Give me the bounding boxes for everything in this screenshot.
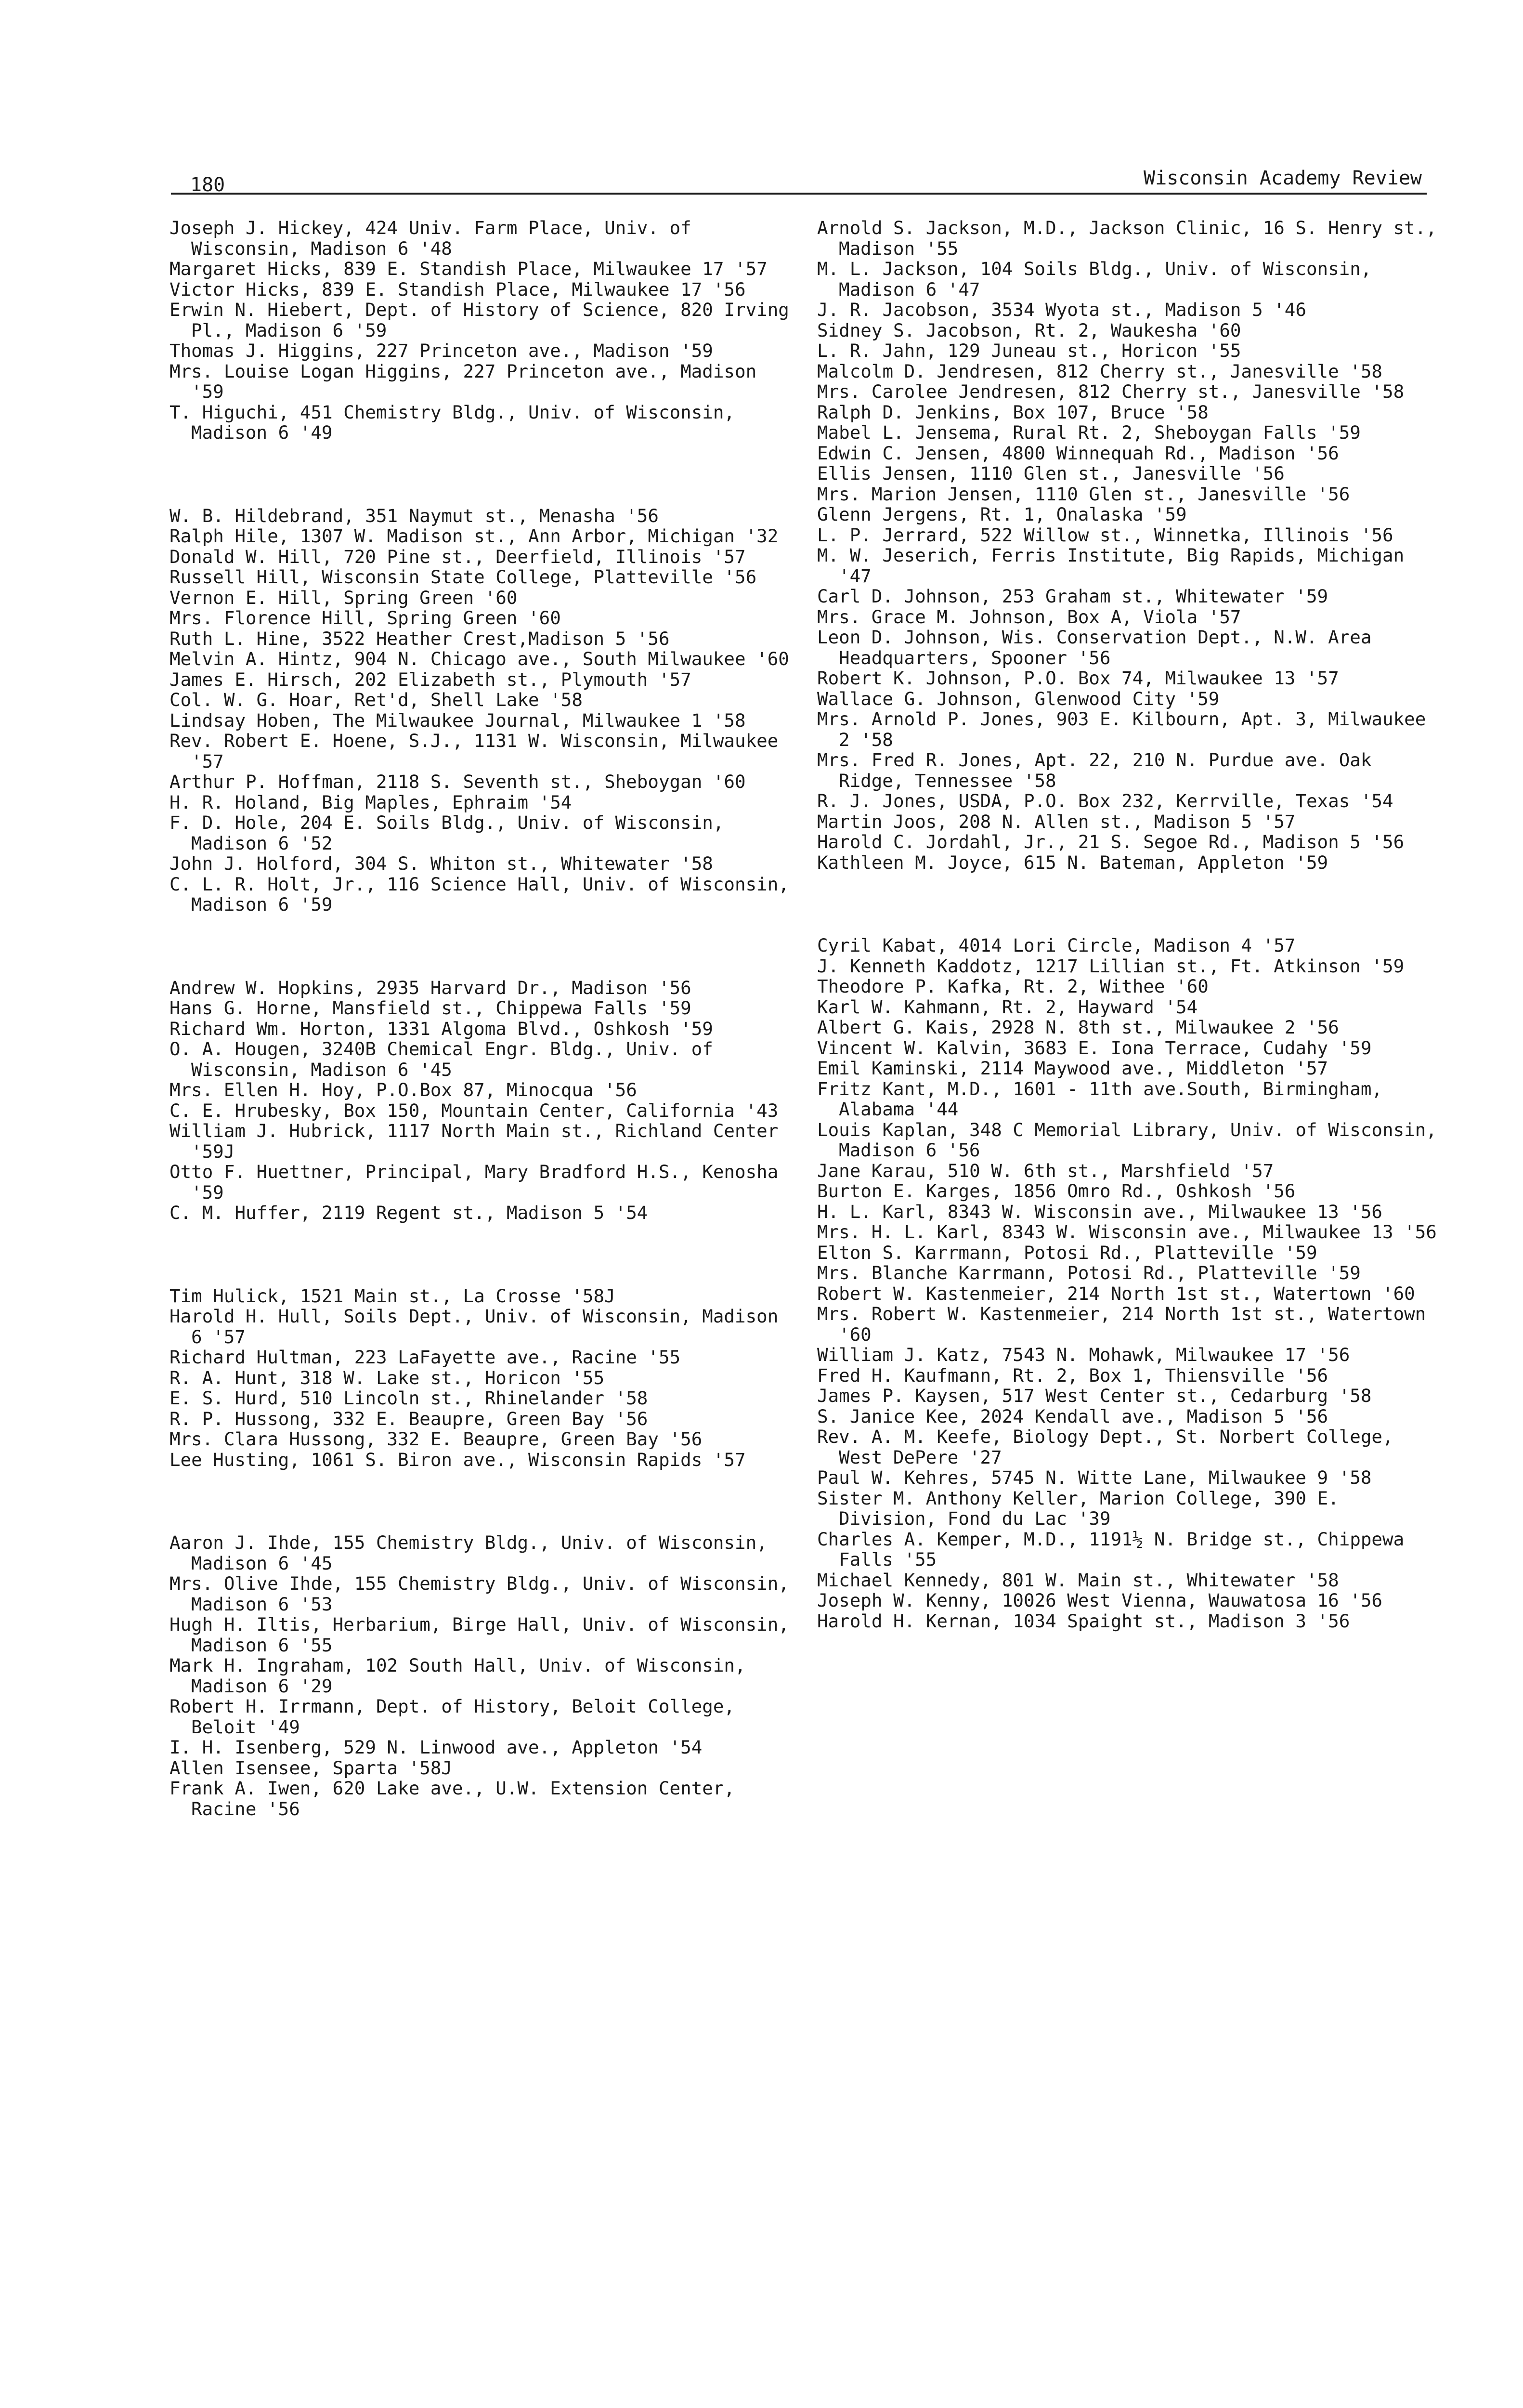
directory-entry: E. S. Hurd, 510 Lincoln st., Rhinelander '58 bbox=[169, 1387, 648, 1409]
directory-entry: Mrs. Blanche Karrmann, Potosi Rd., Platteville '59 bbox=[817, 1262, 1361, 1283]
directory-entry: Charles A. Kemper, M.D., 1191½ N. Bridge st., Chippewa Falls '55 bbox=[817, 1528, 1415, 1570]
directory-entry: Mrs. Arnold P. Jones, 903 E. Kilbourn, Apt. 3, Milwaukee 2 '58 bbox=[817, 708, 1437, 750]
directory-entry: Mrs. Louise Logan Higgins, 227 Princeton ave., Madison '59 bbox=[169, 360, 768, 402]
directory-entry: Donald W. Hill, 720 Pine st., Deerfield, Illinois '57 bbox=[169, 546, 746, 567]
directory-entry: Mrs. H. L. Karl, 8343 W. Wisconsin ave., Milwaukee 13 '56 bbox=[817, 1221, 1437, 1243]
directory-entry: Glenn Jergens, Rt. 1, Onalaska '59 bbox=[817, 504, 1187, 525]
directory-entry: Ralph D. Jenkins, Box 107, Bruce '58 bbox=[817, 401, 1209, 423]
directory-entry: William J. Katz, 7543 N. Mohawk, Milwaukee 17 '56 bbox=[817, 1344, 1350, 1365]
directory-entry: Margaret Hicks, 839 E. Standish Place, Milwaukee 17 '57 bbox=[169, 258, 768, 279]
directory-entry: R. J. Jones, USDA, P.O. Box 232, Kerrville, Texas '54 bbox=[817, 790, 1393, 811]
entry-group bbox=[817, 935, 1448, 1632]
directory-entry: Cyril Kabat, 4014 Lori Circle, Madison 4 '57 bbox=[817, 935, 1296, 956]
directory-entry: Vincent W. Kalvin, 3683 E. Iona Terrace, Cudahy '59 bbox=[817, 1037, 1372, 1059]
directory-entry: R. A. Hunt, 318 W. Lake st., Horicon '55 bbox=[169, 1367, 605, 1388]
directory-entry: C. E. Hrubesky, Box 150, Mountain Center, California '43 bbox=[169, 1099, 779, 1121]
left-column bbox=[169, 217, 800, 1819]
directory-entry: Victor Hicks, 839 E. Standish Place, Milwaukee 17 '56 bbox=[169, 278, 746, 300]
page-number: 180 bbox=[190, 174, 225, 196]
directory-entry: Albert G. Kais, 2928 N. 8th st., Milwaukee 2 '56 bbox=[817, 1017, 1339, 1038]
directory-entry: Mrs. Olive Ihde, 155 Chemistry Bldg., Univ. of Wisconsin, Madison 6 '53 bbox=[169, 1573, 800, 1615]
directory-entry: Edwin C. Jensen, 4800 Winnequah Rd., Madison '56 bbox=[817, 442, 1339, 464]
header-rule bbox=[171, 193, 1427, 195]
directory-entry: Mrs. Ellen H. Hoy, P.O.Box 87, Minocqua '56 bbox=[169, 1079, 637, 1100]
directory-entry: L. R. Jahn, 129 Juneau st., Horicon '55 bbox=[817, 340, 1241, 361]
directory-entry: I. H. Isenberg, 529 N. Linwood ave., Appleton '54 bbox=[169, 1737, 703, 1758]
directory-entry: Elton S. Karrmann, Potosi Rd., Platteville '59 bbox=[817, 1242, 1317, 1263]
directory-entry: Paul W. Kehres, 5745 N. Witte Lane, Milwaukee 9 '58 bbox=[817, 1467, 1372, 1488]
directory-entry: H. L. Karl, 8343 W. Wisconsin ave., Milwaukee 13 '56 bbox=[817, 1201, 1382, 1222]
directory-entry: Leon D. Johnson, Wis. Conservation Dept., N.W. Area Headquarters, Spooner '56 bbox=[817, 627, 1383, 668]
entry-group bbox=[169, 1532, 800, 1819]
directory-entry: Mrs. Grace M. Johnson, Box A, Viola '57 bbox=[817, 606, 1241, 628]
entry-group bbox=[817, 217, 1448, 873]
entry-group bbox=[169, 1286, 795, 1470]
directory-entry: M. W. Jeserich, Ferris Institute, Big Rapids, Michigan '47 bbox=[817, 545, 1415, 587]
directory-entry: Karl W. Kahmann, Rt. 2, Hayward '54 bbox=[817, 996, 1198, 1018]
directory-entry: Frank A. Iwen, 620 Lake ave., U.W. Extension Center, Racine '56 bbox=[169, 1778, 746, 1819]
directory-entry: Fritz Kant, M.D., 1601 - 11th ave.South, Birmingham, Alabama '44 bbox=[817, 1078, 1393, 1120]
directory-entry: J. Kenneth Kaddotz, 1217 Lillian st., Ft. Atkinson '59 bbox=[817, 955, 1405, 977]
directory-entry: Martin Joos, 208 N. Allen st., Madison 5 '57 bbox=[817, 811, 1296, 832]
directory-entry: Mrs. Marion Jensen, 1110 Glen st., Janesville '56 bbox=[817, 483, 1350, 505]
directory-entry: Thomas J. Higgins, 227 Princeton ave., Madison '59 bbox=[169, 340, 713, 361]
directory-entry: T. Higuchi, 451 Chemistry Bldg., Univ. of Wisconsin, Madison 6 '49 bbox=[169, 401, 746, 443]
directory-entry: W. B. Hildebrand, 351 Naymut st., Menasha '56 bbox=[169, 505, 659, 526]
directory-entry: Ruth L. Hine, 3522 Heather Crest,Madison 5 '56 bbox=[169, 628, 670, 649]
directory-entry: Jane Karau, 510 W. 6th st., Marshfield '57 bbox=[817, 1160, 1274, 1181]
directory-entry: Mrs. Clara Hussong, 332 E. Beaupre, Green Bay '56 bbox=[169, 1428, 703, 1450]
directory-entry: Richard Wm. Horton, 1331 Algoma Blvd., Oshkosh '59 bbox=[169, 1018, 713, 1039]
directory-entry: Carl D. Johnson, 253 Graham st., Whitewater '59 bbox=[817, 586, 1328, 607]
directory-entry: Fred H. Kaufmann, Rt. 2, Box 1, Thiensville '56 bbox=[817, 1364, 1328, 1386]
running-title: Wisconsin Academy Review bbox=[1144, 167, 1422, 189]
directory-entry: L. P. Jerrard, 522 Willow st., Winnetka, Illinois '56 bbox=[817, 524, 1393, 546]
directory-entry: John J. Holford, 304 S. Whiton st., Whitewater '58 bbox=[169, 853, 713, 874]
directory-entry: Robert H. Irrmann, Dept. of History, Beloit College, Beloit '49 bbox=[169, 1696, 746, 1738]
directory-entry: Tim Hulick, 1521 Main st., La Crosse '58J bbox=[169, 1285, 615, 1307]
directory-entry: Melvin A. Hintz, 904 N. Chicago ave., South Milwaukee '60 bbox=[169, 648, 789, 669]
directory-entry: Mabel L. Jensema, Rural Rt. 2, Sheboygan Falls '59 bbox=[817, 422, 1361, 443]
directory-entry: Mrs. Fred R. Jones, Apt. 22, 210 N. Purdue ave. Oak Ridge, Tennessee '58 bbox=[817, 749, 1383, 791]
directory-entry: William J. Hubrick, 1117 North Main st., Richland Center '59J bbox=[169, 1120, 789, 1162]
entry-group bbox=[169, 217, 800, 443]
directory-entry: Louis Kaplan, 348 C Memorial Library, Univ. of Wisconsin, Madison 6 '56 bbox=[817, 1119, 1448, 1161]
directory-entry: Mrs. Carolee Jendresen, 812 Cherry st., Janesville '58 bbox=[817, 381, 1405, 402]
directory-entry: Aaron J. Ihde, 155 Chemistry Bldg., Univ. of Wisconsin, Madison 6 '45 bbox=[169, 1532, 779, 1574]
directory-entry: Allen Isensee, Sparta '58J bbox=[169, 1757, 452, 1779]
directory-entry: Col. W. G. Hoar, Ret'd, Shell Lake '58 bbox=[169, 689, 583, 710]
directory-entry: Sister M. Anthony Keller, Marion College, 390 E. Division, Fond du Lac '39 bbox=[817, 1487, 1350, 1529]
directory-entry: James E. Hirsch, 202 Elizabeth st., Plymouth '57 bbox=[169, 668, 691, 690]
directory-entry: Mrs. Robert W. Kastenmeier, 214 North 1st st., Watertown '60 bbox=[817, 1303, 1437, 1345]
directory-entry: Robert K. Johnson, P.O. Box 74, Milwaukee 13 '57 bbox=[817, 667, 1339, 689]
directory-entry: Robert W. Kastenmeier, 214 North 1st st., Watertown '60 bbox=[817, 1283, 1415, 1304]
directory-entry: Hans G. Horne, Mansfield st., Chippewa Falls '59 bbox=[169, 997, 691, 1019]
directory-entry: M. L. Jackson, 104 Soils Bldg., Univ. of Wisconsin, Madison 6 '47 bbox=[817, 258, 1383, 300]
directory-entry: C. L. R. Holt, Jr., 116 Science Hall, Univ. of Wisconsin, Madison 6 '59 bbox=[169, 873, 800, 915]
directory-entry: Harold H. Hull, Soils Dept., Univ. of Wisconsin, Madison 6 '57 bbox=[169, 1306, 789, 1348]
directory-entry: Ellis Jensen, 1110 Glen st., Janesville '56 bbox=[817, 463, 1285, 484]
directory-entry: C. M. Huffer, 2119 Regent st., Madison 5 '54 bbox=[169, 1202, 648, 1223]
directory-entry: R. P. Hussong, 332 E. Beaupre, Green Bay '56 bbox=[169, 1408, 648, 1429]
directory-entry: Lee Husting, 1061 S. Biron ave., Wisconsin Rapids '57 bbox=[169, 1449, 746, 1470]
right-column bbox=[817, 217, 1448, 1632]
entry-group bbox=[169, 978, 795, 1223]
directory-entry: S. Janice Kee, 2024 Kendall ave., Madison 5 '56 bbox=[817, 1405, 1328, 1427]
directory-entry: Michael Kennedy, 801 W. Main st., Whitewater '58 bbox=[817, 1569, 1339, 1591]
directory-entry: Russell Hill, Wisconsin State College, Platteville '56 bbox=[169, 566, 757, 588]
directory-entry: Vernon E. Hill, Spring Green '60 bbox=[169, 587, 518, 608]
directory-entry: Arnold S. Jackson, M.D., Jackson Clinic, 16 S. Henry st., Madison '55 bbox=[817, 217, 1448, 259]
directory-entry: Kathleen M. Joyce, 615 N. Bateman, Appleton '59 bbox=[817, 851, 1328, 873]
directory-entry: Arthur P. Hoffman, 2118 S. Seventh st., Sheboygan '60 bbox=[169, 771, 746, 792]
directory-entry: H. R. Holand, Big Maples, Ephraim '54 bbox=[169, 791, 572, 813]
directory-entry: Lindsay Hoben, The Milwaukee Journal, Milwaukee 1 '58 bbox=[169, 709, 746, 731]
directory-entry: Burton E. Karges, 1856 Omro Rd., Oshkosh '56 bbox=[817, 1180, 1296, 1202]
directory-entry: Theodore P. Kafka, Rt. 2, Withee '60 bbox=[817, 976, 1209, 997]
directory-entry: Joseph J. Hickey, 424 Univ. Farm Place, Univ. of Wisconsin, Madison 6 '48 bbox=[169, 217, 703, 259]
directory-entry: F. D. Hole, 204 E. Soils Bldg., Univ. of Wisconsin, Madison 6 '52 bbox=[169, 812, 735, 854]
directory-entry: Richard Hultman, 223 LaFayette ave., Racine '55 bbox=[169, 1347, 681, 1368]
directory-entry: Sidney S. Jacobson, Rt. 2, Waukesha '60 bbox=[817, 319, 1241, 341]
directory-entry: Ralph Hile, 1307 W. Madison st., Ann Arbor, Michigan '32 bbox=[169, 525, 779, 547]
directory-entry: Rev. A. M. Keefe, Biology Dept., St. Norbert College, West DePere '27 bbox=[817, 1426, 1405, 1468]
directory-entry: Emil Kaminski, 2114 Maywood ave., Middleton '57 bbox=[817, 1058, 1328, 1079]
directory-entry: Andrew W. Hopkins, 2935 Harvard Dr., Madison '56 bbox=[169, 977, 691, 998]
directory-entry: Mrs. Florence Hill, Spring Green '60 bbox=[169, 607, 561, 628]
directory-entry: Mark H. Ingraham, 102 South Hall, Univ. of Wisconsin, Madison 6 '29 bbox=[169, 1655, 757, 1697]
directory-entry: Erwin N. Hiebert, Dept. of History of Science, 820 Irving Pl., Madison 6 '59 bbox=[169, 299, 800, 341]
directory-entry: Malcolm D. Jendresen, 812 Cherry st., Janesville '58 bbox=[817, 360, 1382, 382]
directory-entry: Harold H. Kernan, 1034 Spaight st., Madison 3 '56 bbox=[817, 1610, 1350, 1632]
directory-entry: Joseph W. Kenny, 10026 West Vienna, Wauwatosa 16 '56 bbox=[817, 1590, 1382, 1611]
directory-entry: Harold C. Jordahl, Jr., 21 S. Segoe Rd., Madison 5 '56 bbox=[817, 831, 1405, 852]
directory-entry: Hugh H. Iltis, Herbarium, Birge Hall, Univ. of Wisconsin, Madison 6 '55 bbox=[169, 1614, 800, 1656]
entry-group bbox=[169, 505, 800, 915]
directory-entry: James P. Kaysen, 517 West Center st., Cedarburg '58 bbox=[817, 1385, 1372, 1406]
directory-entry: Rev. Robert E. Hoene, S.J., 1131 W. Wisconsin, Milwaukee '57 bbox=[169, 730, 789, 772]
directory-entry: Otto F. Huettner, Principal, Mary Bradford H.S., Kenosha '59 bbox=[169, 1161, 789, 1203]
directory-entry: J. R. Jacobson, 3534 Wyota st., Madison 5 '46 bbox=[817, 299, 1306, 320]
directory-entry: O. A. Hougen, 3240B Chemical Engr. Bldg., Univ. of Wisconsin, Madison 6 '45 bbox=[169, 1038, 724, 1080]
directory-entry: Wallace G. Johnson, Glenwood City '59 bbox=[817, 688, 1220, 709]
